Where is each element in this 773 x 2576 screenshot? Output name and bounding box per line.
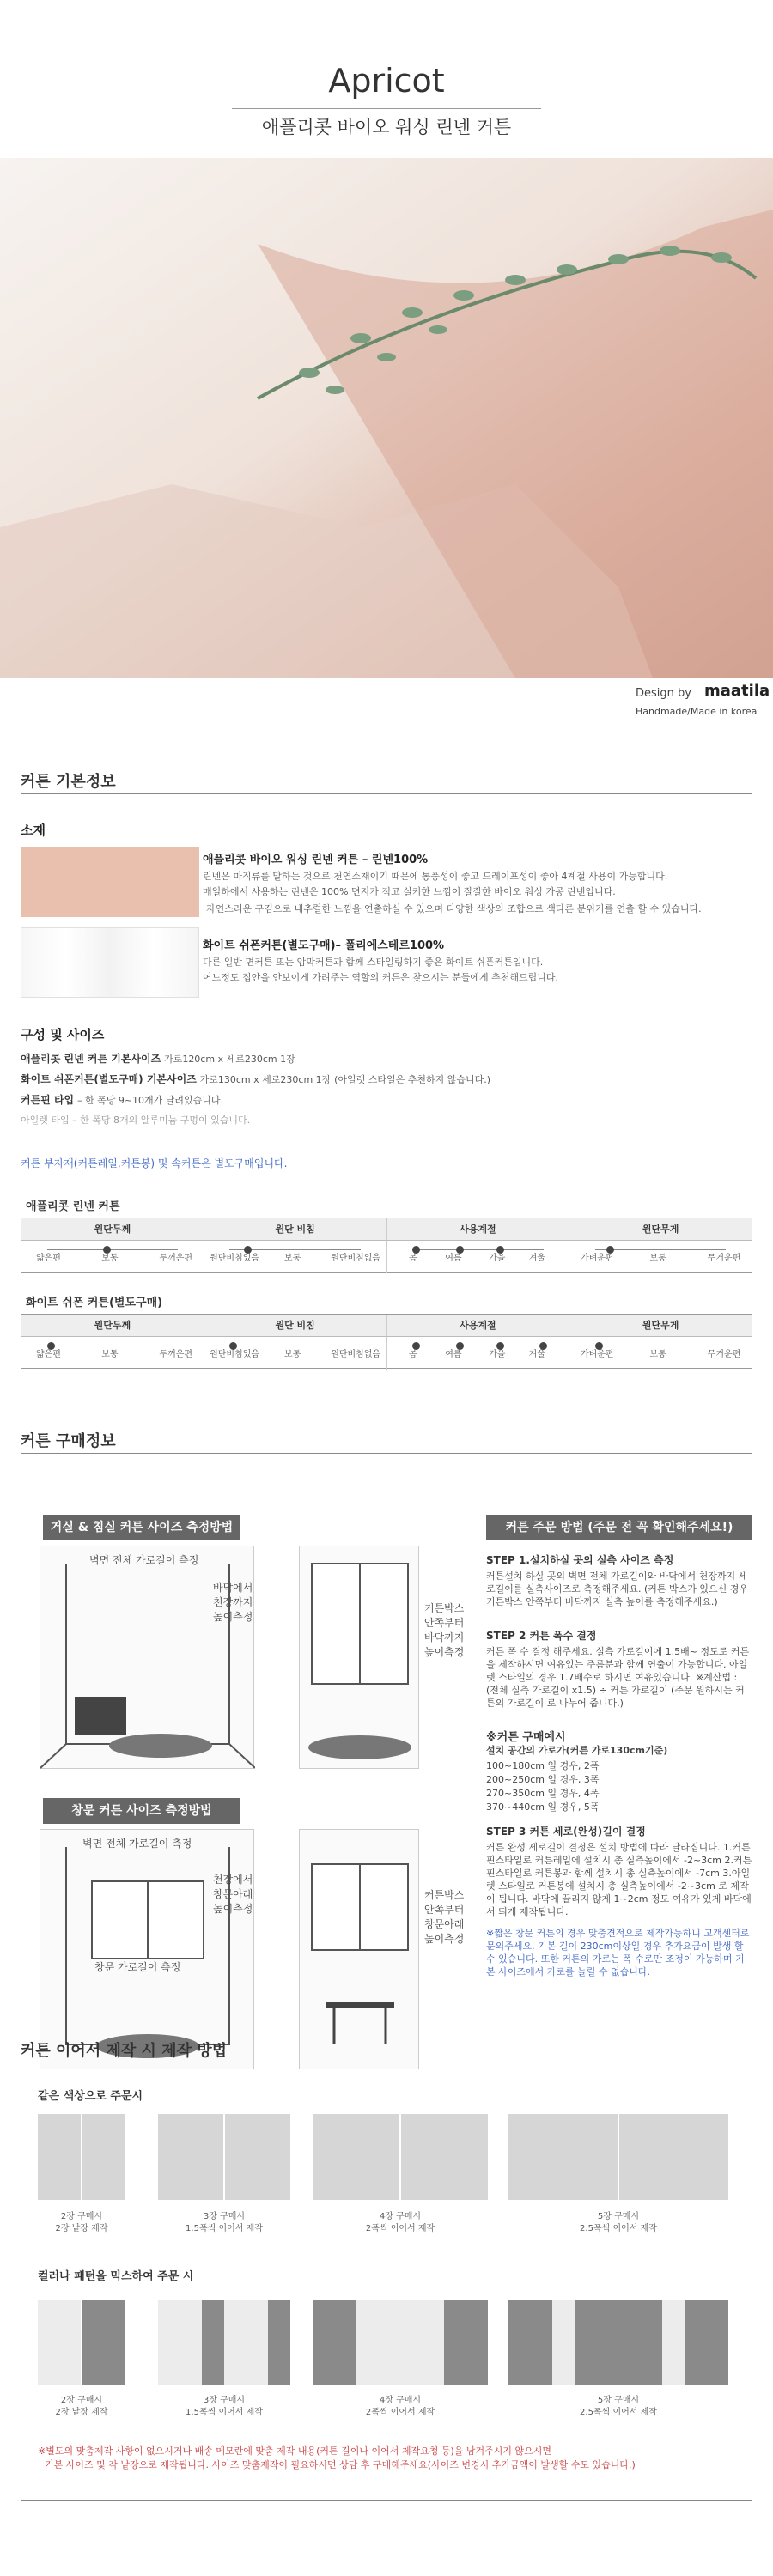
grade2-h2: 원단 비침: [204, 1315, 387, 1336]
buy-example-sub: 설치 공간의 가로가(커튼 가로130cm기준): [486, 1745, 668, 1756]
config-notice: 커튼 부자재(커튼레일,커튼봉) 및 속커튼은 별도구매입니다.: [21, 1157, 288, 1170]
same-4-label1: 4장 구매시: [379, 2212, 422, 2221]
material-item2-desc2: 어느정도 집안을 안보이게 가려주는 역할의 커튼은 찾으시는 분들에게 추천해드립니다.: [203, 972, 559, 983]
room2-illustration: [40, 1829, 254, 2069]
mix-3-panels: [158, 2300, 290, 2385]
room1-illustration: [40, 1546, 254, 1769]
config-heading: 구성 및 사이즈: [21, 1027, 105, 1042]
grade1-h1: 원단두께: [21, 1218, 204, 1240]
order-step1-desc: 커튼설치 하실 곳의 벽면 전체 가로길이와 바닥에서 천장까지 세로길이를 실측사이즈로 측정해주세요. (커튼 박스가 있으신 경우 커튼박스 안쪽부터 바닥까지 실측 높이를 측정해주세요.): [486, 1571, 749, 1607]
chiffon-swatch: [21, 927, 199, 998]
order-step3-desc: 커튼 완성 세로길이 결정은 설치 방법에 따라 달라집니다. 1.커튼핀스타일로 커튼레일에 설치시 총 실측높이에서 -2~3cm 2.커튼핀스타일로 커튼봉과 함께 설치시 총 실측높이에서 -7cm 3.아일렛 스타일로 커튼봉에 설치시 총 실측높이에서 -2~3cm 로 제작이 됩니다. 바닥에 끌리지 않게 1~2cm 정도 여유가 있게 바닥에서 띄게 제작됩니다.: [486, 1842, 752, 1917]
grade1-sheer: 원단비침있음 보통 원단비침없음: [204, 1241, 387, 1273]
measure-tag1: 거실 & 침실 커튼 사이즈 측정방법: [43, 1515, 240, 1540]
grade1-h2: 원단 비침: [204, 1218, 387, 1240]
same-5-panels: [508, 2114, 728, 2200]
config-line2-label: 화이트 쉬폰커튼(별도구매) 기본사이즈: [21, 1073, 197, 1085]
grade2-sheer: 원단비침있음 보통 원단비침없음: [204, 1337, 387, 1370]
product-subtitle: 애플리콧 바이오 워싱 린넨 커튼: [261, 117, 512, 137]
grade2-weight: 가벼운편 보통 무거운편: [569, 1337, 752, 1370]
grade1-h4: 원단무게: [642, 1224, 679, 1235]
material-item1-desc2: 매일하에서 사용하는 린넨은 100% 면지가 적고 실키한 느낌이 잘잘한 바이오 워싱 가공 린넨입니다.: [203, 886, 616, 897]
room1-wall-label: 벽면 전체 가로길이 측정: [89, 1554, 199, 1566]
material-item2-desc1: 다른 일반 면커튼 또는 암막커튼과 함께 스타일링하기 좋은 화이트 쉬폰커튼입니다.: [203, 957, 544, 968]
title-divider: [232, 108, 541, 109]
grade1-weight: 가벼운편 보통 무거운편: [569, 1241, 752, 1273]
mix-4-label1: 4장 구매시: [379, 2396, 422, 2405]
same-5-label2: 2.5폭씩 이어서 제작: [580, 2224, 657, 2233]
section-divider: [21, 793, 752, 794]
room1-height-label: 바닥에서 천장까지 높이측정: [213, 1582, 253, 1623]
room2-wall-label: 벽면 전체 가로길이 측정: [82, 1838, 192, 1850]
grade2-thickness: 얇은편 보통 두꺼운편: [21, 1337, 204, 1370]
material-item1-desc1: 린넨은 마직류를 말하는 것으로 천연소재이기 때문에 통풍성이 좋고 드레이프성이 좋아 4계절 사용이 가능합니다.: [203, 871, 668, 882]
material-item1-desc3: 자연스러운 구김으로 내추럴한 느낌을 연출하실 수 있으며 다양한 색상의 조합으로 색다른 분위기를 연출 할 수 있습니다.: [206, 903, 702, 914]
buy-example-1: 100~180cm 일 경우, 2폭: [486, 1760, 600, 1771]
grade2-season: 봄 여름 가을 겨울: [387, 1337, 570, 1370]
mix-2-panels: [38, 2300, 125, 2385]
grade2-h4: 원단무게: [642, 1320, 679, 1331]
footer-divider: [21, 2500, 752, 2501]
room2-box-height-label: 커튼박스 안쪽부터 창문아래 높이측정: [424, 1889, 465, 1945]
grade1-season: 봄 여름 가을 겨울: [387, 1241, 570, 1273]
same-2-label1: 2장 구매시: [60, 2212, 103, 2221]
order-step3: STEP 3 커튼 세로(완성)길이 결정: [486, 1826, 646, 1838]
design-by-label: Design by: [636, 687, 691, 700]
same-3-panels: [158, 2114, 290, 2200]
measure-tag2: 창문 커튼 사이즈 측정방법: [43, 1798, 240, 1824]
config-line4: 아일렛 타입 – 한 폭당 8개의 알루미늄 구멍이 있습니다.: [21, 1115, 251, 1126]
same-2-label2: 2장 낱장 제작: [55, 2224, 108, 2233]
same-3-label1: 3장 구매시: [203, 2212, 246, 2221]
buy-example-4: 370~440cm 일 경우, 5폭: [486, 1801, 600, 1813]
footer-note-line1: ※별도의 맞춤제작 사항이 없으시거나 배송 메모란에 맞춤 제작 내용(커튼 길이나 이어서 제작요청 등)을 남겨주시지 않으시면: [38, 2445, 552, 2457]
room2-window-illustration: [299, 1829, 419, 2069]
grade1-h3: 사용계절: [387, 1218, 570, 1240]
mix-2-label2: 2장 낱장 제작: [55, 2408, 108, 2417]
grade1-table: [21, 1218, 752, 1273]
order-tag: 커튼 주문 방법 (주문 전 꼭 확인해주세요!): [486, 1515, 752, 1540]
order-step2-desc: 커튼 폭 수 결정 해주세요. 실측 가로길이에 1.5배~ 정도로 커튼을 제작하시면 여유있는 주름분과 함께 연출이 가능합니다. 아일렛 스타일의 경우 1.7배수로 하시면 여유있습니다. ※계산법 : (전체 실측 가로길이 x1.5) ÷ 커튼 가로길이 (주문 원하시는 커튼의 가로길이 로 나누어 줍니다.): [486, 1646, 750, 1709]
section-joining-title: 커튼 이어서 제작 시 제작 방법: [21, 2042, 227, 2060]
mix-4-panels: [313, 2300, 488, 2385]
config-line3: [21, 1092, 223, 1107]
material-heading: 소재: [21, 823, 46, 838]
room2-window-label: 창문 가로길이 측정: [94, 1961, 181, 1973]
config-line2-value: 가로130cm x 세로230cm 1장: [199, 1074, 332, 1085]
same-color-title: 같은 색상으로 주문시: [38, 2090, 143, 2103]
material-item1-title: 애플리콧 바이오 워싱 린넨 커튼 – 린넨100%: [203, 854, 429, 866]
made-in-label: Handmade/Made in korea: [636, 706, 758, 717]
mix-5-label2: 2.5폭씩 이어서 제작: [580, 2408, 657, 2417]
buy-example-title: ※커튼 구매예시: [486, 1731, 566, 1744]
grade1-title: 애플리콧 린넨 커튼: [26, 1200, 120, 1213]
grade2-table: [21, 1314, 752, 1369]
section-divider: [21, 1453, 752, 1454]
config-line2: [21, 1072, 490, 1086]
same-5-label1: 5장 구매시: [597, 2212, 640, 2221]
order-step2: STEP 2 커튼 폭수 결정: [486, 1630, 597, 1642]
room2-height-label: 천장에서 창문아래 높이측정: [213, 1874, 253, 1915]
config-line1: [21, 1051, 295, 1066]
mix-3-label2: 1.5폭씩 이어서 제작: [186, 2408, 263, 2417]
room1-window-illustration: [299, 1546, 419, 1769]
same-2-panels: [38, 2114, 125, 2200]
mix-color-title: 컬러나 패턴을 믹스하여 주문 시: [38, 2270, 194, 2283]
section-basic-info-title: 커튼 기본정보: [21, 773, 116, 791]
material-item2-title: 화이트 쉬폰커튼(별도구매)– 폴리에스테르100%: [203, 939, 445, 952]
footer-note-line2: 기본 사이즈 및 각 낱장으로 제작됩니다. 사이즈 맞춤제작이 필요하시면 상담 후 구매해주세요(사이즈 변경시 추가금액이 발생할 수도 있습니다.): [45, 2459, 636, 2470]
section-purchase-info-title: 커튼 구매정보: [21, 1432, 116, 1450]
grade2-h3: 사용계절: [387, 1315, 570, 1336]
same-4-panels: [313, 2114, 488, 2200]
mix-5-panels: [508, 2300, 728, 2385]
mix-2-label1: 2장 구매시: [60, 2396, 103, 2405]
config-line2-note: (아일렛 스타일은 추천하지 않습니다.): [334, 1074, 491, 1085]
hero-image: [0, 158, 773, 678]
grade2-h1: 원단두께: [21, 1315, 204, 1336]
grade1-thickness: 얇은편 보통 두꺼운편: [21, 1241, 204, 1273]
room1-box-height-label: 커튼박스 안쪽부터 바닥까지 높이측정: [424, 1602, 465, 1658]
config-line3-value: – 한 폭당 9~10개가 달려있습니다.: [76, 1095, 224, 1106]
grade2-title: 화이트 쉬폰 커튼(별도구매): [26, 1297, 163, 1309]
linen-swatch: [21, 847, 199, 917]
order-step1: STEP 1.설치하실 곳의 실측 사이즈 측정: [486, 1554, 674, 1566]
config-line3-label: 커튼핀 타입: [21, 1094, 75, 1106]
product-title: Apricot: [328, 62, 445, 100]
buy-example-3: 270~350cm 일 경우, 4폭: [486, 1788, 600, 1799]
brand-logo: maatila: [704, 682, 770, 700]
mix-5-label1: 5장 구매시: [597, 2396, 640, 2405]
mix-4-label2: 2폭씩 이어서 제작: [365, 2408, 435, 2417]
config-line1-value: 가로120cm x 세로230cm 1장: [164, 1054, 295, 1065]
same-3-label2: 1.5폭씩 이어서 제작: [186, 2224, 263, 2233]
same-4-label2: 2폭씩 이어서 제작: [365, 2224, 435, 2233]
config-line1-label: 애플리콧 린넨 커튼 기본사이즈: [21, 1053, 161, 1065]
buy-example-2: 200~250cm 일 경우, 3폭: [486, 1774, 600, 1785]
mix-3-label1: 3장 구매시: [203, 2396, 246, 2405]
order-warning: ※짧은 창문 커튼의 경우 맞춤견적으로 제작가능하니 고객센터로 문의주세요. 기본 길이 230cm이상일 경우 추가요금이 발생 할 수 있습니다. 또한 커튼의 가로는 폭 수로만 조정이 가능하며 기본 사이즈에서 가로를 늘릴 수 없습니다.: [486, 1928, 750, 1978]
